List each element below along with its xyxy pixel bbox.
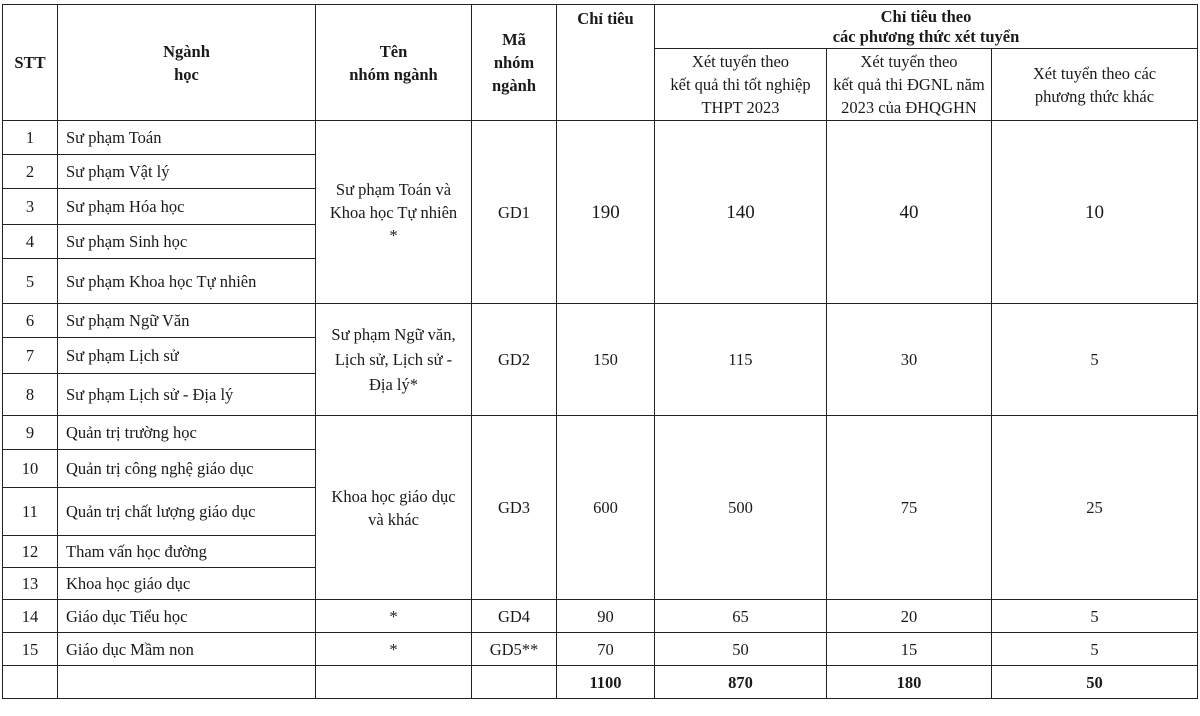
stt-cell: 3 bbox=[3, 189, 58, 225]
stt-cell: 5 bbox=[3, 259, 58, 304]
major-name: Sư phạm Lịch sử bbox=[58, 338, 316, 374]
major-name: Quản trị trường học bbox=[58, 416, 316, 450]
stt-cell: 4 bbox=[3, 225, 58, 259]
empty-cell bbox=[472, 666, 557, 699]
header-nganh-hoc: Ngành học bbox=[58, 5, 316, 121]
group-quota: 90 bbox=[557, 600, 655, 633]
group-khac: 5 bbox=[992, 600, 1198, 633]
group-code: GD2 bbox=[472, 304, 557, 416]
major-name: Sư phạm Vật lý bbox=[58, 155, 316, 189]
major-name: Quản trị chất lượng giáo dục bbox=[58, 488, 316, 536]
stt-cell: 13 bbox=[3, 568, 58, 600]
table-row bbox=[3, 600, 1198, 633]
major-name: Giáo dục Tiểu học bbox=[58, 600, 316, 633]
total-thpt: 870 bbox=[655, 666, 827, 699]
header-ma-nhom-nganh: Mã nhóm ngành bbox=[472, 5, 557, 121]
major-name: Sư phạm Sinh học bbox=[58, 225, 316, 259]
group-thpt: 65 bbox=[655, 600, 827, 633]
group-dgnl: 20 bbox=[827, 600, 992, 633]
empty-cell bbox=[58, 666, 316, 699]
group-quota: 600 bbox=[557, 416, 655, 600]
group-thpt: 50 bbox=[655, 633, 827, 666]
group-khac: 5 bbox=[992, 633, 1198, 666]
table-row bbox=[3, 304, 1198, 338]
stt-cell: 1 bbox=[3, 121, 58, 155]
group-name: Khoa học giáo dục và khác bbox=[316, 416, 472, 600]
group-thpt: 115 bbox=[655, 304, 827, 416]
header-pt-khac: Xét tuyển theo các phương thức khác bbox=[992, 49, 1198, 121]
group-code: GD5** bbox=[472, 633, 557, 666]
empty-cell bbox=[316, 666, 472, 699]
stt-cell: 15 bbox=[3, 633, 58, 666]
table-row bbox=[3, 121, 1198, 155]
header-chi-tieu: Chỉ tiêu bbox=[557, 5, 655, 121]
group-dgnl: 40 bbox=[827, 121, 992, 304]
stt-cell: 14 bbox=[3, 600, 58, 633]
group-thpt: 500 bbox=[655, 416, 827, 600]
stt-cell: 9 bbox=[3, 416, 58, 450]
total-quota: 1100 bbox=[557, 666, 655, 699]
group-quota: 70 bbox=[557, 633, 655, 666]
stt-cell: 2 bbox=[3, 155, 58, 189]
group-khac: 10 bbox=[992, 121, 1198, 304]
admission-quota-table bbox=[2, 4, 1198, 699]
major-name: Sư phạm Toán bbox=[58, 121, 316, 155]
group-name: * bbox=[316, 600, 472, 633]
header-ten-nhom-nganh: Tên nhóm ngành bbox=[316, 5, 472, 121]
group-quota: 190 bbox=[557, 121, 655, 304]
major-name: Giáo dục Mầm non bbox=[58, 633, 316, 666]
stt-cell: 7 bbox=[3, 338, 58, 374]
header-pt-dgnl: Xét tuyển theo kết quả thi ĐGNL năm 2023 của ĐHQGHN bbox=[827, 49, 992, 121]
group-dgnl: 15 bbox=[827, 633, 992, 666]
major-name: Tham vấn học đường bbox=[58, 536, 316, 568]
header-stt: STT bbox=[3, 5, 58, 121]
totals-row bbox=[3, 666, 1198, 699]
stt-cell: 8 bbox=[3, 374, 58, 416]
group-khac: 25 bbox=[992, 416, 1198, 600]
major-name: Khoa học giáo dục bbox=[58, 568, 316, 600]
table-row bbox=[3, 416, 1198, 450]
major-name: Quản trị công nghệ giáo dục bbox=[58, 450, 316, 488]
major-name: Sư phạm Hóa học bbox=[58, 189, 316, 225]
empty-cell bbox=[3, 666, 58, 699]
group-quota: 150 bbox=[557, 304, 655, 416]
stt-cell: 11 bbox=[3, 488, 58, 536]
group-code: GD4 bbox=[472, 600, 557, 633]
group-thpt: 140 bbox=[655, 121, 827, 304]
table-row bbox=[3, 633, 1198, 666]
total-khac: 50 bbox=[992, 666, 1198, 699]
major-name: Sư phạm Lịch sử - Địa lý bbox=[58, 374, 316, 416]
group-name: * bbox=[316, 633, 472, 666]
stt-cell: 6 bbox=[3, 304, 58, 338]
group-dgnl: 30 bbox=[827, 304, 992, 416]
header-pt-thpt: Xét tuyển theo kết quả thi tốt nghiệp THPT 2023 bbox=[655, 49, 827, 121]
group-name: Sư phạm Ngữ văn, Lịch sử, Lịch sử - Địa lý* bbox=[316, 304, 472, 416]
group-dgnl: 75 bbox=[827, 416, 992, 600]
group-code: GD1 bbox=[472, 121, 557, 304]
group-code: GD3 bbox=[472, 416, 557, 600]
header-chi-tieu-theo-phuong-thuc: Chỉ tiêu theo các phương thức xét tuyển bbox=[655, 5, 1198, 49]
group-khac: 5 bbox=[992, 304, 1198, 416]
stt-cell: 10 bbox=[3, 450, 58, 488]
stt-cell: 12 bbox=[3, 536, 58, 568]
total-dgnl: 180 bbox=[827, 666, 992, 699]
major-name: Sư phạm Khoa học Tự nhiên bbox=[58, 259, 316, 304]
major-name: Sư phạm Ngữ Văn bbox=[58, 304, 316, 338]
group-name: Sư phạm Toán và Khoa học Tự nhiên * bbox=[316, 121, 472, 304]
